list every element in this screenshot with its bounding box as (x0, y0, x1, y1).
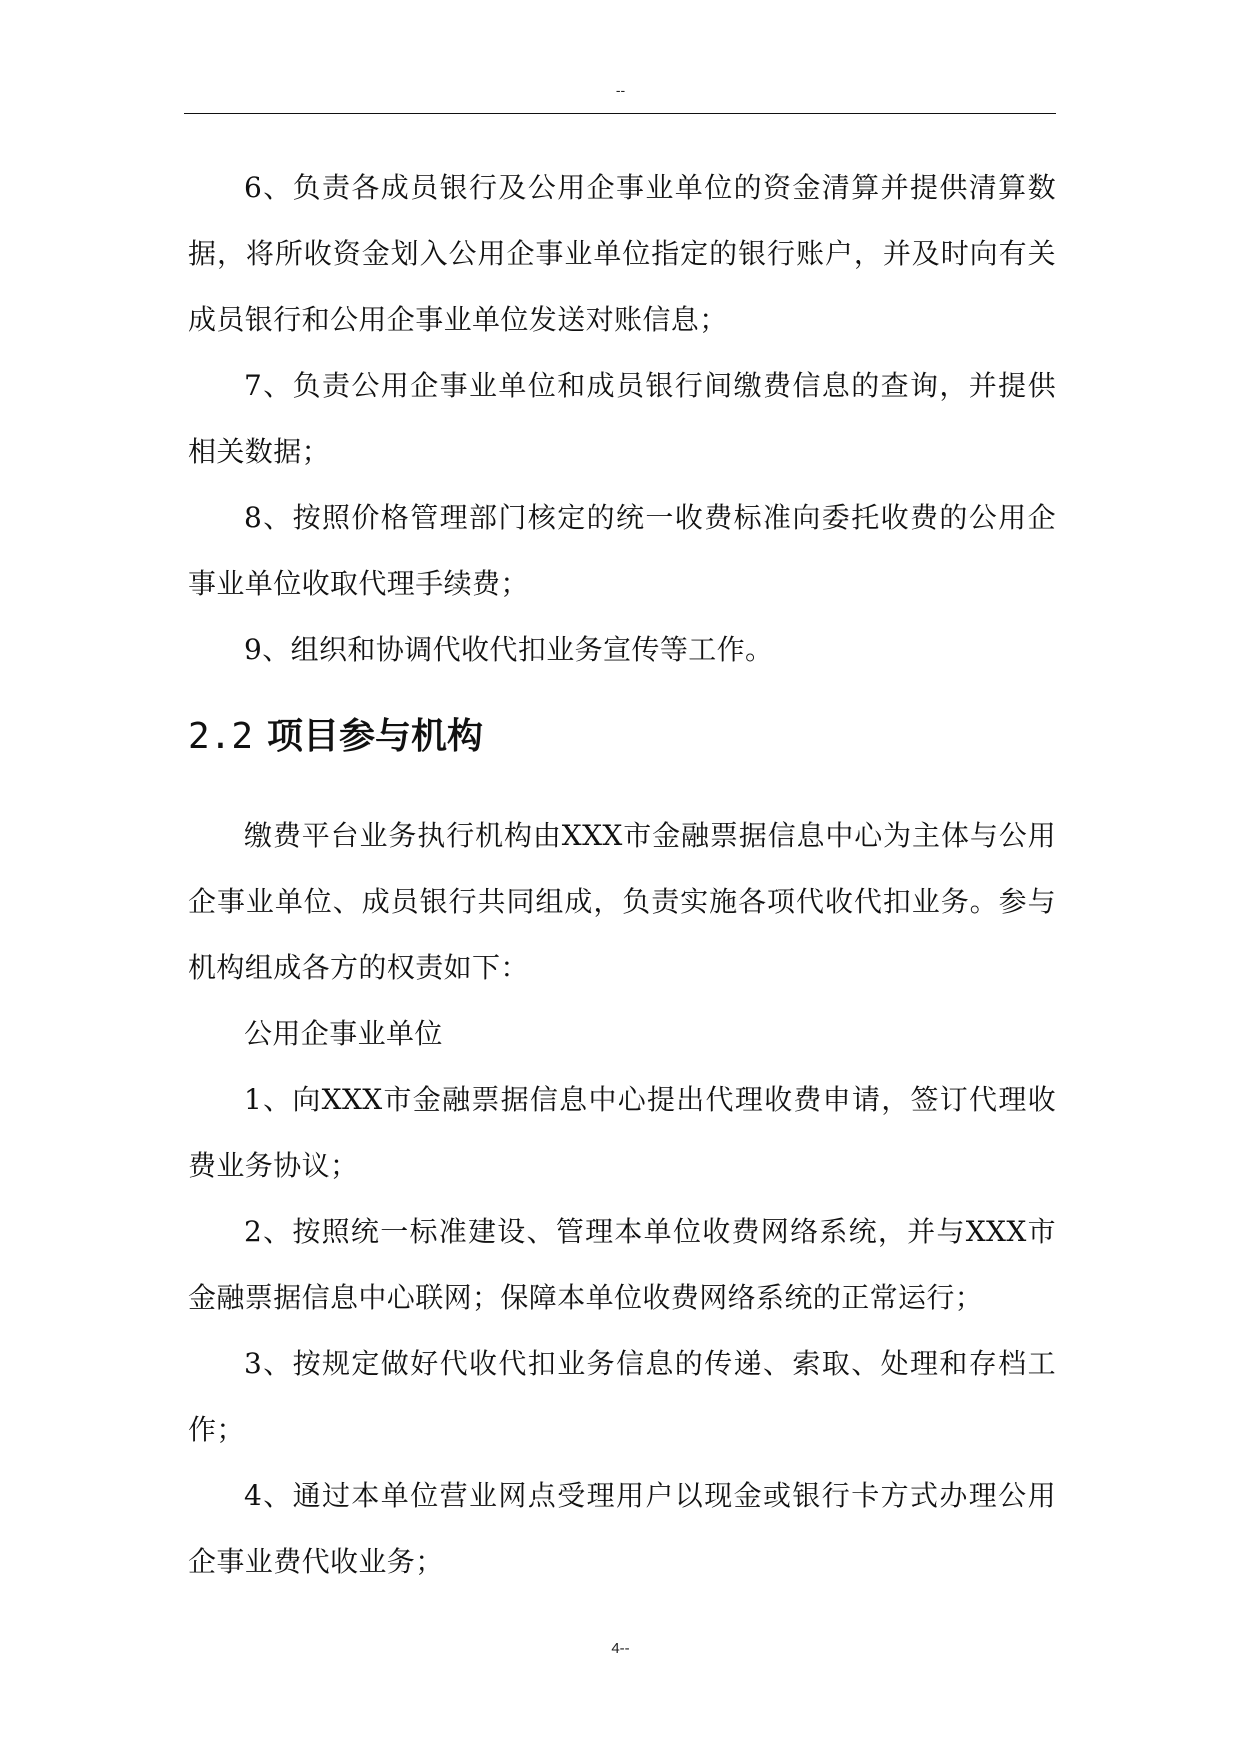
paragraph-intro: 缴费平台业务执行机构由XXX市金融票据信息中心为主体与公用企事业单位、成员银行共同组成，负责实施各项代收代扣业务。参与机构组成各方的权责如下： (188, 819, 1056, 984)
paragraph-duty-1: 1、向XXX市金融票据信息中心提出代理收费申请，签订代理收费业务协议； (188, 1083, 1056, 1182)
document-body (188, 155, 1056, 1595)
section-heading-title: 项目参与机构 (267, 716, 484, 757)
paragraph-item-6: 6、负责各成员银行及公用企事业单位的资金清算并提供清算数据，将所收资金划入公用企事业单位指定的银行账户，并及时向有关成员银行和公用企事业单位发送对账信息； (188, 171, 1056, 336)
paragraph-item-7: 7、负责公用企事业单位和成员银行间缴费信息的查询，并提供相关数据； (188, 369, 1056, 468)
section-heading (188, 701, 1056, 773)
page-header-mark: -- (615, 82, 626, 98)
paragraph-item-9: 9、组织和协调代收代扣业务宣传等工作。 (244, 633, 774, 666)
paragraph-duty-3: 3、按规定做好代收代扣业务信息的传递、索取、处理和存档工作； (188, 1347, 1056, 1446)
paragraph-item-8: 8、按照价格管理部门核定的统一收费标准向委托收费的公用企事业单位收取代理手续费； (188, 501, 1056, 600)
paragraph-duty-4: 4、通过本单位营业网点受理用户以现金或银行卡方式办理公用企事业费代收业务； (188, 1479, 1056, 1578)
page-number: 4-- (611, 1640, 630, 1657)
paragraph-subheading: 公用企事业单位 (244, 1017, 443, 1050)
paragraph-duty-2: 2、按照统一标准建设、管理本单位收费网络系统，并与XXX市金融票据信息中心联网；保障本单位收费网络系统的正常运行； (188, 1215, 1056, 1314)
section-heading-number: 2.2 (188, 716, 254, 757)
header-divider (184, 113, 1056, 114)
